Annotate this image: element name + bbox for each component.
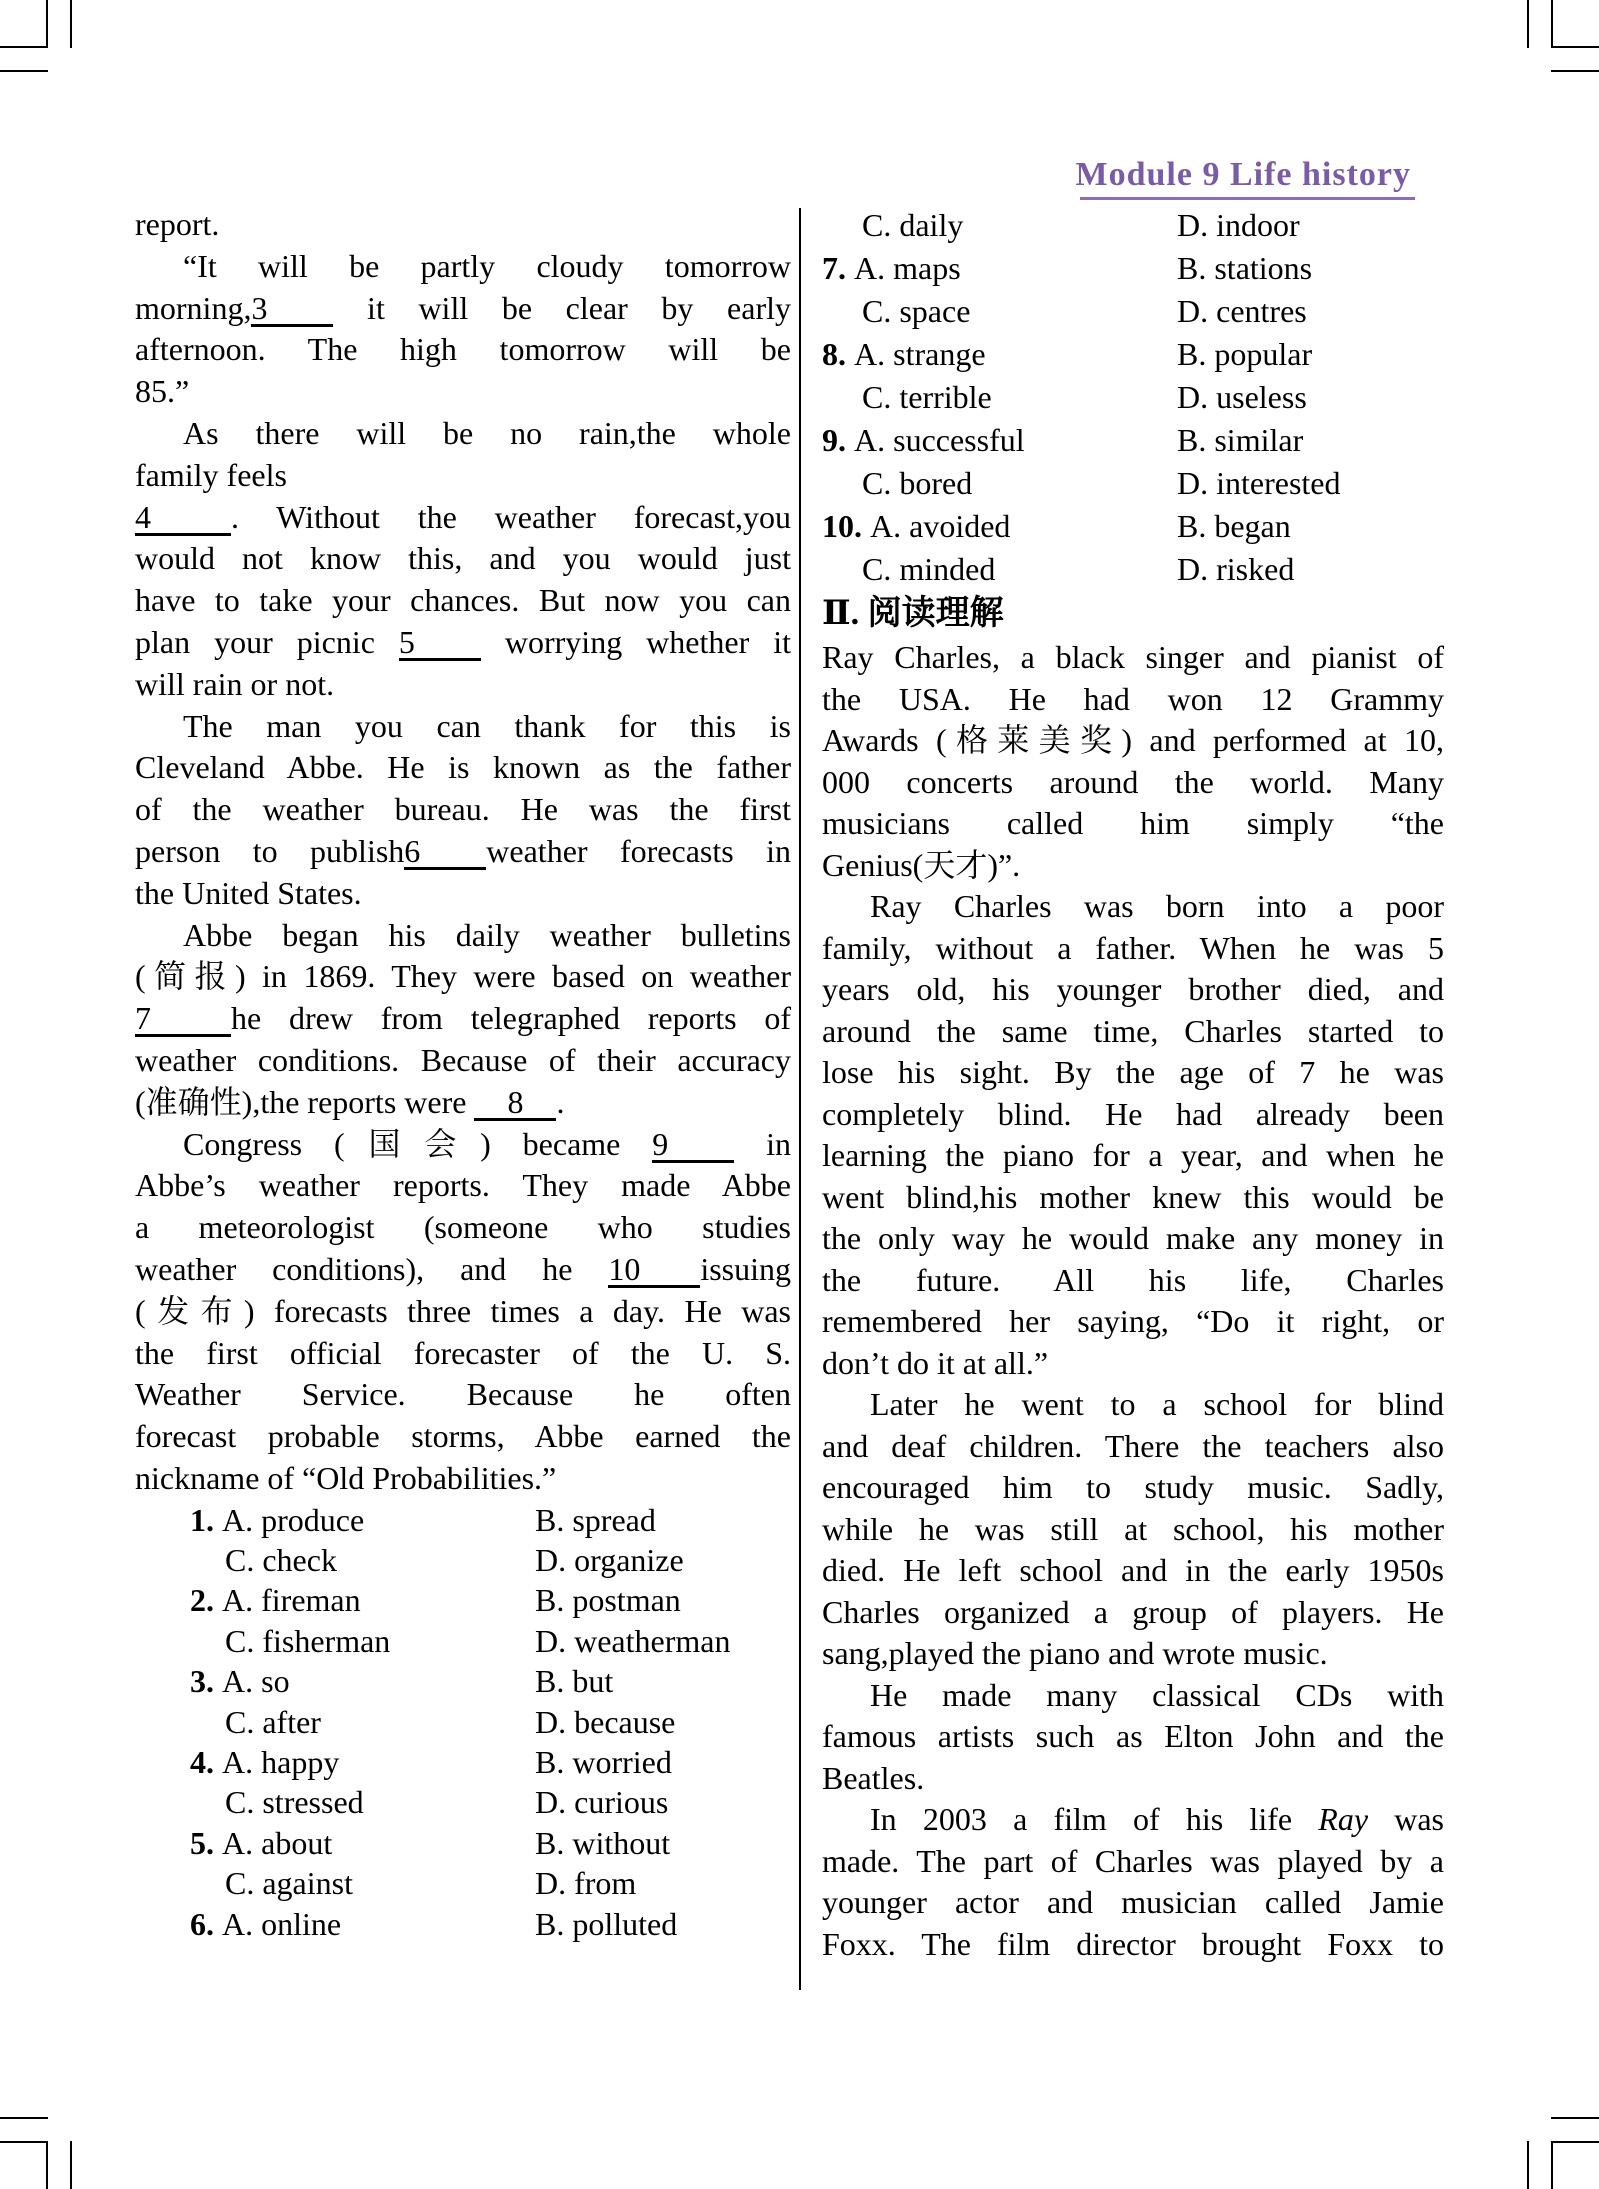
fill-blank: 9 [652, 1128, 734, 1163]
option-a: C. fisherman [225, 1622, 391, 1659]
text-line: of the weather bureau. He was the first [135, 791, 791, 828]
crop-mark [1551, 2141, 1553, 2189]
text-line: weather conditions), and he 10 issuing [135, 1250, 791, 1287]
text-line: the first official forecaster of the U. S. [135, 1334, 791, 1371]
header-rule [1080, 197, 1415, 200]
option-a: 9. A. successful [822, 422, 1025, 458]
option-a: 4. A. happy [190, 1744, 340, 1781]
crop-mark [70, 0, 72, 48]
crop-mark [1551, 70, 1599, 72]
text-line: while he was still at school, his mother [822, 1510, 1444, 1547]
fill-blank: 10 [608, 1253, 700, 1288]
text-line: Ray Charles was born into a poor [870, 888, 1444, 924]
text-line: weather conditions. Because of their accuracy [135, 1041, 791, 1078]
option-a: 8. A. strange [822, 336, 986, 372]
option-a: 2. A. fireman [190, 1582, 361, 1619]
text-line: the only way he would make any money in [822, 1220, 1444, 1256]
option-number: 3. [190, 1663, 222, 1700]
text-line: Abbe began his daily weather bulletins [183, 916, 791, 953]
text-line: younger actor and musician called Jamie [822, 1884, 1444, 1920]
text-line: person to publish6 weather forecasts in [135, 832, 791, 869]
crop-mark [46, 2141, 48, 2189]
text-line: went blind,his mother knew this would be [822, 1178, 1444, 1215]
text-line: Awards (格莱美奖) and performed at 10, [822, 722, 1444, 758]
fill-blank: 8 [474, 1086, 556, 1121]
option-line [135, 1823, 791, 1863]
option-line [135, 1742, 791, 1782]
crop-mark [0, 70, 48, 72]
text-line: Congress (国会) became 9 in [183, 1125, 791, 1162]
left-column [135, 204, 791, 1944]
text-line: Weather Service. Because he often [135, 1376, 791, 1413]
crop-mark [1551, 2117, 1599, 2119]
option-b: B. worried [535, 1744, 672, 1781]
text-line: a meteorologist (someone who studies [135, 1209, 791, 1246]
text-line: remembered her saying, “Do it right, or [822, 1303, 1444, 1339]
option-b: B. polluted [535, 1905, 678, 1942]
crop-mark [0, 2141, 48, 2143]
option-number: 8. [822, 336, 854, 372]
option-b: B. spread [535, 1501, 656, 1538]
option-b: B. began [1177, 508, 1291, 544]
text-line: Genius(天才)”. [822, 846, 1021, 883]
option-number: 5. [190, 1824, 222, 1861]
option-line [822, 204, 1444, 247]
option-number: 10. [822, 508, 870, 544]
text-line: As there will be no rain,the whole [183, 414, 791, 451]
option-line [822, 548, 1444, 591]
text-line: Abbe’s weather reports. They made Abbe [135, 1167, 791, 1204]
text-line: morning,3 it will be clear by early [135, 289, 791, 326]
crop-mark [46, 0, 48, 48]
text-line: musicians called him simply “the [822, 805, 1444, 841]
option-line [135, 1580, 791, 1620]
fill-blank: 3 [251, 292, 333, 327]
option-b: D. risked [1177, 551, 1295, 587]
option-line [135, 1904, 791, 1944]
crop-mark [0, 46, 48, 48]
option-a: C. after [225, 1703, 321, 1740]
right-column [822, 204, 1444, 1965]
option-number: 6. [190, 1905, 222, 1942]
option-number: 1. [190, 1501, 222, 1538]
text-line: The man you can thank for this is [183, 707, 791, 744]
option-a: 1. A. produce [190, 1501, 365, 1538]
italic-title: Ray [1318, 1801, 1369, 1837]
text-line: plan your picnic 5 worrying whether it [135, 623, 791, 660]
text-line: 7 he drew from telegraphed reports of [135, 1000, 791, 1037]
option-line [822, 462, 1444, 505]
text-line: years old, his younger brother died, and [822, 971, 1444, 1007]
text-line: completely blind. He had already been [822, 1095, 1444, 1132]
text-line: around the same time, Charles started to [822, 1012, 1444, 1049]
option-a: 6. A. online [190, 1905, 342, 1942]
option-a: C. minded [862, 551, 996, 587]
text-line: the future. All his life, Charles [822, 1261, 1444, 1298]
option-line [822, 333, 1444, 376]
option-b: D. interested [1177, 465, 1341, 501]
option-b: D. from [535, 1865, 637, 1902]
text-line: (简报) in 1869. They were based on weather [135, 958, 791, 995]
text-line: 85.” [135, 373, 190, 410]
text-line: report. [135, 206, 220, 242]
text-line: family feels [135, 456, 287, 493]
fill-blank: 6 [404, 835, 486, 870]
option-a: 10. A. avoided [822, 508, 1011, 544]
text-line: died. He left school and in the early 1950s [822, 1552, 1444, 1588]
text-line: would not know this, and you would just [135, 540, 791, 577]
text-line: (准确性),the reports were 8 . [135, 1083, 565, 1120]
text-line: Later he went to a school for blind [870, 1386, 1444, 1422]
option-line [822, 505, 1444, 548]
option-line [135, 1540, 791, 1580]
option-b: B. stations [1177, 250, 1313, 286]
text-line: 4 . Without the weather forecast,you [135, 498, 791, 535]
option-number: 9. [822, 422, 854, 458]
option-number: 2. [190, 1582, 222, 1619]
text-line: nickname of “Old Probabilities.” [135, 1459, 557, 1496]
option-line [135, 1661, 791, 1701]
module-header: Module 9 Life history [1075, 156, 1411, 193]
option-a: C. stressed [225, 1784, 364, 1821]
option-b: B. but [535, 1663, 614, 1700]
column-divider [799, 208, 801, 1990]
text-line: forecast probable storms, Abbe earned the [135, 1418, 791, 1455]
text-line: family, without a father. When he was 5 [822, 929, 1444, 966]
option-line [822, 419, 1444, 462]
option-a: 5. A. about [190, 1824, 333, 1861]
fill-blank: 7 [135, 1002, 231, 1037]
option-a: 7. A. maps [822, 250, 961, 286]
crop-mark [1551, 2141, 1599, 2143]
option-a: C. terrible [862, 379, 992, 415]
text-line: 000 concerts around the world. Many [822, 763, 1444, 800]
option-number: 4. [190, 1744, 222, 1781]
text-line: He made many classical CDs with [870, 1676, 1444, 1713]
text-line: Beatles. [822, 1759, 925, 1796]
option-line [135, 1782, 791, 1822]
option-b: D. weatherman [535, 1622, 731, 1659]
option-a: C. against [225, 1865, 353, 1902]
section-heading: Ⅱ. 阅读理解 [822, 595, 1004, 632]
option-line [822, 247, 1444, 290]
text-line: and deaf children. There the teachers also [822, 1427, 1444, 1464]
option-b: B. popular [1177, 336, 1313, 372]
text-line: In 2003 a film of his life Ray was [870, 1801, 1445, 1837]
option-b: B. similar [1177, 422, 1304, 458]
text-line: Ray Charles, a black singer and pianist of [822, 639, 1444, 675]
text-line: Cleveland Abbe. He is known as the father [135, 749, 791, 786]
text-line: sang,played the piano and wrote music. [822, 1635, 1328, 1671]
crop-mark [0, 2117, 48, 2119]
option-b: B. postman [535, 1582, 681, 1619]
text-line: the USA. He had won 12 Grammy [822, 680, 1444, 717]
option-line [135, 1702, 791, 1742]
option-a: C. check [225, 1542, 337, 1579]
text-line: afternoon. The high tomorrow will be [135, 331, 791, 368]
crop-mark [70, 2141, 72, 2189]
text-line: famous artists such as Elton John and the [822, 1718, 1444, 1754]
fill-blank: 4 [135, 501, 231, 536]
option-b: D. centres [1177, 293, 1307, 329]
text-line: will rain or not. [135, 665, 335, 702]
option-b: D. curious [535, 1784, 669, 1821]
text-line: Foxx. The film director brought Foxx to [822, 1925, 1444, 1962]
option-line [135, 1500, 791, 1540]
text-line: lose his sight. By the age of 7 he was [822, 1054, 1444, 1090]
crop-mark [1551, 46, 1599, 48]
text-line: (发布) forecasts three times a day. He was [135, 1292, 791, 1329]
option-number: 7. [822, 250, 854, 286]
option-b: D. indoor [1177, 207, 1300, 243]
text-line: the United States. [135, 874, 362, 911]
option-b: D. organize [535, 1542, 684, 1579]
fill-blank: 5 [399, 626, 481, 661]
text-line: learning the piano for a year, and when he [822, 1137, 1444, 1173]
text-line: made. The part of Charles was played by a [822, 1842, 1444, 1879]
option-a: 3. A. so [190, 1663, 290, 1700]
option-a: C. daily [862, 207, 964, 243]
option-a: C. space [862, 293, 971, 329]
option-line [822, 376, 1444, 419]
option-line [135, 1863, 791, 1903]
text-line: encouraged him to study music. Sadly, [822, 1469, 1444, 1505]
text-line: Charles organized a group of players. He [822, 1593, 1444, 1630]
text-line: “It will be partly cloudy tomorrow [183, 247, 791, 284]
option-a: C. bored [862, 465, 973, 501]
text-line: don’t do it at all.” [822, 1344, 1049, 1381]
crop-mark [1527, 2141, 1529, 2189]
option-b: D. because [535, 1703, 676, 1740]
option-b: B. without [535, 1824, 671, 1861]
crop-mark [1551, 0, 1553, 48]
option-line [135, 1621, 791, 1661]
option-b: D. useless [1177, 379, 1307, 415]
text-line: have to take your chances. But now you can [135, 582, 791, 619]
option-line [822, 290, 1444, 333]
crop-mark [1527, 0, 1529, 48]
